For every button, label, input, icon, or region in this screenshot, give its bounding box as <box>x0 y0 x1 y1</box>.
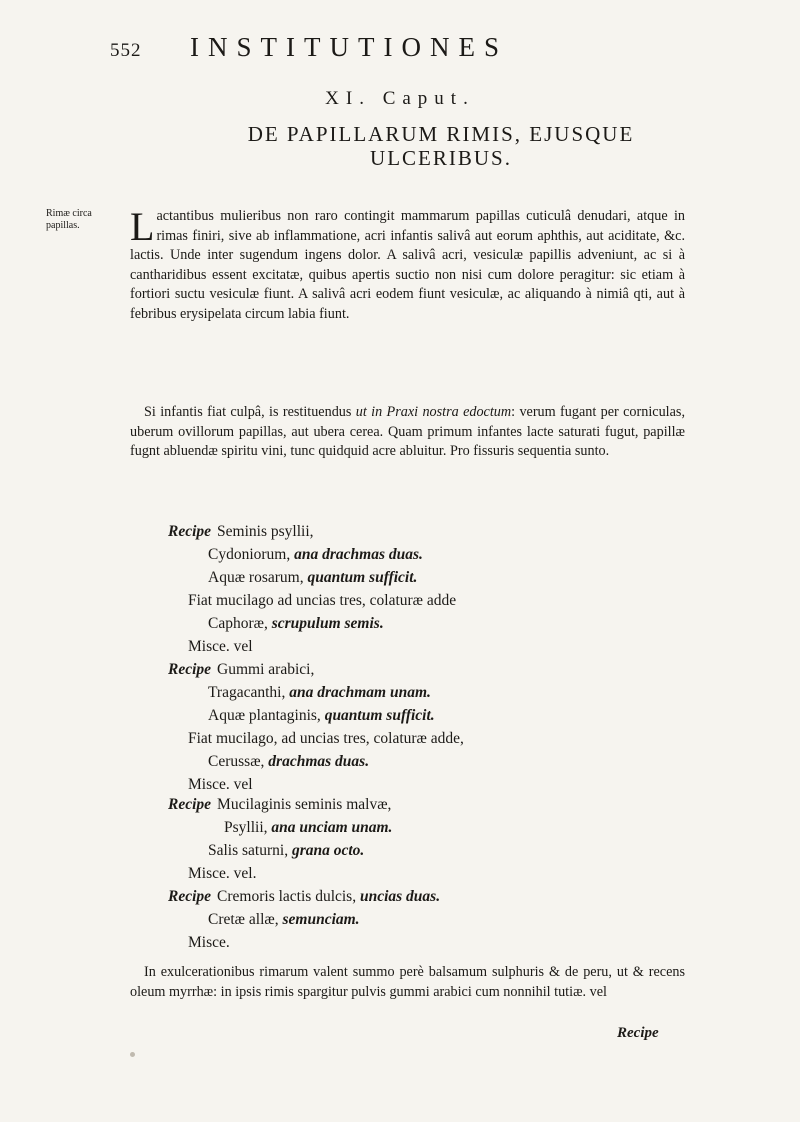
recipe-line <box>168 589 456 612</box>
recipe-quantity: ana unciam unam. <box>271 819 393 836</box>
recipe-quantity: quantum sufficit. <box>324 707 435 724</box>
ink-spot <box>130 1052 135 1057</box>
paragraph-treatment-text-a: Si infantis fiat culpâ, is restituendus <box>144 404 356 420</box>
paragraph-treatment-text-b: : verum fugant per corniculas, uberum ovillorum papillas, aut ubera cerea. Quam primum infantes lacte saturati fugut, papillæ fugnt abluendæ spiritu vini, tunc quidquid acre abluitur. Pro fissuris sequentia sunto. <box>130 404 685 460</box>
recipe-line <box>168 704 464 727</box>
paragraph-treatment <box>130 403 685 462</box>
recipe-ingredient: Gummi arabici, <box>217 661 315 678</box>
recipe-line <box>168 750 464 773</box>
recipe-ingredient: Aquæ rosarum, <box>208 569 308 586</box>
recipe-instruction: Fiat mucilago, ad uncias tres, colaturæ adde, <box>188 730 464 747</box>
recipe-block <box>168 885 440 954</box>
recipe-instruction: Misce. vel <box>188 638 253 655</box>
recipe-heading: Recipe <box>168 661 212 678</box>
recipe-line <box>168 658 464 681</box>
recipe-instruction: Misce. vel. <box>188 865 257 882</box>
recipe-ingredient: Aquæ plantaginis, <box>208 707 325 724</box>
chapter-label: XI. Caput. <box>325 88 475 109</box>
recipe-quantity: scrupulum semis. <box>271 615 384 632</box>
recipe-line <box>168 931 440 954</box>
recipe-ingredient: Psyllii, <box>224 819 272 836</box>
recipe-instruction: Misce. <box>188 934 230 951</box>
recipe-line <box>168 839 392 862</box>
recipe-line <box>168 862 392 885</box>
paragraph-ulcers: In exulcerationibus rimarum valent summo perè balsamum sulphuris & de peru, ut & recens oleum myrrhæ: in ipsis rimis spargitur pulvis gummi arabici cum nonnihil tutiæ. vel <box>130 964 685 1000</box>
recipe-quantity: semunciam. <box>282 911 360 928</box>
recipe-line <box>168 681 464 704</box>
recipe-ingredient: Cydoniorum, <box>208 546 295 563</box>
catchword: Recipe <box>617 1025 659 1041</box>
recipe-line <box>168 908 440 931</box>
recipe-line <box>168 793 392 816</box>
recipe-line <box>168 520 456 543</box>
recipe-quantity: uncias duas. <box>359 888 441 905</box>
recipe-heading: Recipe <box>168 796 212 813</box>
recipe-ingredient: Cremoris lactis dulcis, <box>217 888 360 905</box>
recipe-line <box>168 816 392 839</box>
recipe-quantity: ana drachmas duas. <box>294 546 423 563</box>
recipe-ingredient: Cretæ allæ, <box>208 911 283 928</box>
recipe-line <box>168 543 456 566</box>
recipe-quantity: drachmas duas. <box>268 753 370 770</box>
recipe-quantity: ana drachmam unam. <box>289 684 431 701</box>
recipe-quantity: quantum sufficit. <box>307 569 418 586</box>
recipe-block <box>168 793 392 885</box>
recipe-instruction: Fiat mucilago ad uncias tres, colaturæ adde <box>188 592 457 609</box>
recipe-ingredient: Seminis psyllii, <box>217 523 314 540</box>
page-number: 552 <box>110 40 142 61</box>
recipe-line <box>168 727 464 750</box>
recipe-ingredient: Cerussæ, <box>208 753 269 770</box>
recipe-heading: Recipe <box>168 888 212 905</box>
recipe-ingredient: Mucilaginis seminis malvæ, <box>217 796 392 813</box>
recipe-ingredient: Tragacanthi, <box>208 684 290 701</box>
recipe-line <box>168 612 456 635</box>
recipe-block <box>168 520 456 658</box>
recipe-ingredient: Caphoræ, <box>208 615 272 632</box>
recipe-line <box>168 885 440 908</box>
chapter-title: DE PAPILLARUM RIMIS, EJUSQUE ULCERIBUS. <box>247 122 635 170</box>
recipe-ingredient: Salis saturni, <box>208 842 292 859</box>
paragraph-intro-text: actantibus mulieribus non raro contingit mammarum papillas cuticulâ denudari, atque in rimas finiri, sive ab inflammatione, acri infantis salivâ aut eorum aphthis, aut aciditate, &c. lactis. Unde inter sugendum ingens dolor. A salivâ acri, vesiculæ papillis adveniunt, ac si à cantharidibus essent excitatæ, quibus apertis suctio non nisi cum dolore peragitur: sic etiam à fortiori suctu vesiculæ fiunt. A salivâ acri eodem fiunt vesiculæ, ac aliquando à nimiâ qti, aut à febribus erysipelata circum labia fiunt. <box>130 208 685 322</box>
recipe-line <box>168 566 456 589</box>
recipe-instruction: Misce. vel <box>188 776 253 793</box>
recipe-quantity: grana octo. <box>291 842 365 859</box>
margin-note: Rimæ circa papillas. <box>46 208 92 231</box>
paragraph-intro <box>130 204 685 325</box>
drop-cap: L <box>130 204 155 249</box>
recipe-block <box>168 658 464 796</box>
recipe-heading: Recipe <box>168 523 212 540</box>
paragraph-treatment-reference: ut in Praxi nostra edoctum <box>355 404 512 420</box>
running-head: INSTITUTIONES <box>190 32 508 62</box>
recipe-line <box>168 635 456 658</box>
